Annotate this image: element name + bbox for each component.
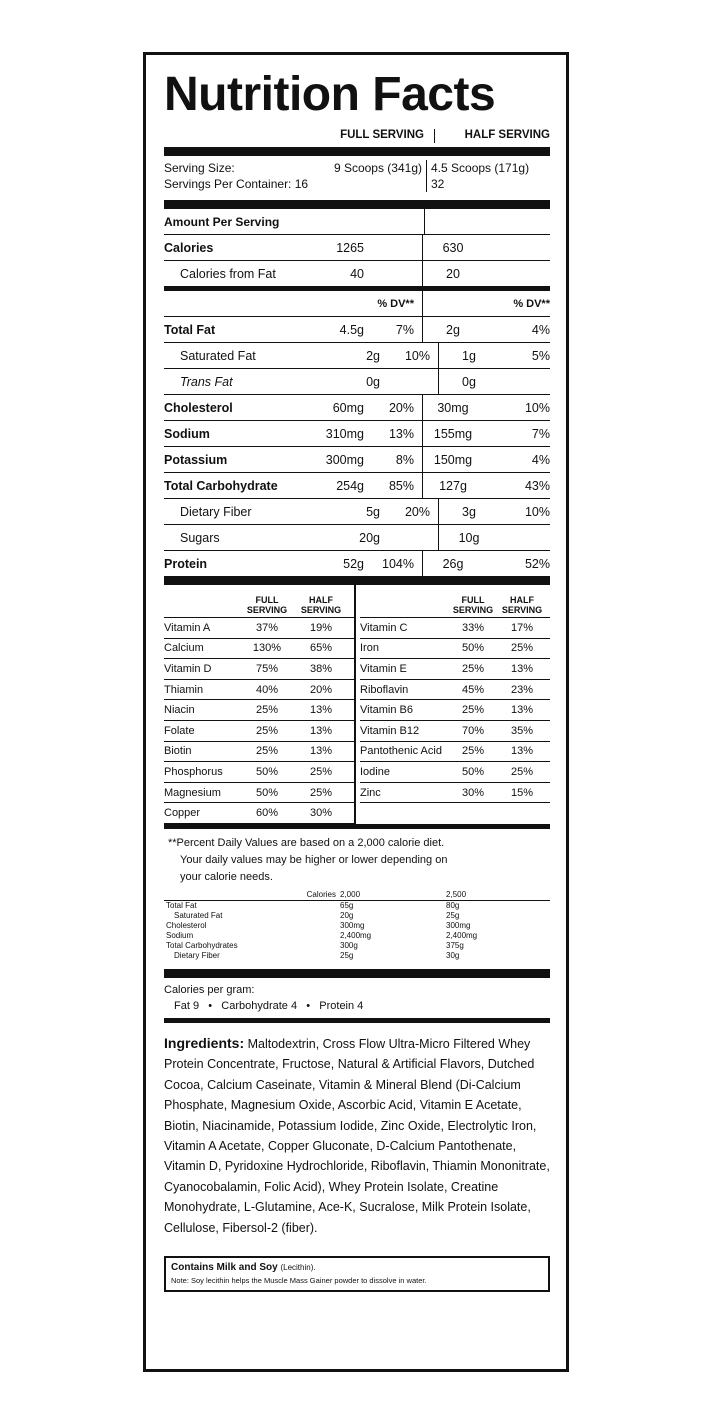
column-headers xyxy=(164,129,550,143)
nutrient-dv-full: 104% xyxy=(382,556,414,571)
allergen-sub: (Lecithin). xyxy=(280,1263,316,1272)
vitamin-half: 13% xyxy=(510,662,534,675)
vitamin-half: 25% xyxy=(510,642,534,655)
vit-head-half: HALF SERVING xyxy=(501,595,543,615)
vitamin-column-left xyxy=(164,585,354,824)
vitamin-full: 25% xyxy=(255,745,279,758)
dv-table-cell: 300mg xyxy=(340,920,365,930)
nutrient-amount-half: 26g xyxy=(422,551,483,576)
vitamin-row xyxy=(164,762,354,783)
nutrient-label: Sodium xyxy=(164,426,210,441)
nutrient-row xyxy=(164,447,550,473)
vitamin-name: Biotin xyxy=(164,745,192,758)
ingredients xyxy=(164,1033,550,1238)
divider-thick xyxy=(164,147,550,156)
nutrient-dv-full: 10% xyxy=(404,348,430,363)
vitamin-name: Vitamin A xyxy=(164,621,211,634)
vitamin-full: 25% xyxy=(255,704,279,717)
calories-fat-label: Calories from Fat xyxy=(180,266,276,281)
vitamin-half: 25% xyxy=(510,765,534,778)
nutrient-amount-full: 0g xyxy=(366,374,380,389)
dv-table-cell: 25g xyxy=(340,950,354,960)
nutrient-dv-full: 20% xyxy=(404,504,430,519)
nutrient-list xyxy=(164,317,550,576)
vitamin-full: 50% xyxy=(255,765,279,778)
cal-per-gram-values: Fat 9 • Carbohydrate 4 • Protein 4 xyxy=(174,999,364,1012)
dv-table-row xyxy=(164,921,550,931)
vitamin-half: 13% xyxy=(510,704,534,717)
vitamin-row xyxy=(164,618,354,639)
vitamin-half: 13% xyxy=(309,745,333,758)
dv-table-cell: Dietary Fiber xyxy=(174,950,220,960)
calories-half: 630 xyxy=(422,235,483,260)
vitamin-name: Riboflavin xyxy=(360,683,409,696)
nutrient-dv-full: 7% xyxy=(395,322,414,337)
vitamin-name: Vitamin B12 xyxy=(360,724,420,737)
dv-table-cell: Total Carbohydrates xyxy=(166,940,238,950)
footnote-line-1: **Percent Daily Values are based on a 2,000 calorie diet. xyxy=(168,836,445,849)
dv-table-row xyxy=(164,941,550,951)
vitamin-row xyxy=(164,639,354,660)
nutrient-amount-full: 254g xyxy=(336,478,364,493)
nutrient-amount-half: 3g xyxy=(438,499,499,524)
vitamin-row xyxy=(360,721,550,742)
vitamin-half: 25% xyxy=(309,786,333,799)
calories-label: Calories xyxy=(164,240,214,255)
nutrient-amount-half: 2g xyxy=(422,317,483,342)
serving-size-label: Serving Size: xyxy=(164,161,235,175)
calories-row xyxy=(164,235,550,261)
nutrient-dv-full: 20% xyxy=(388,400,414,415)
nutrient-amount-full: 52g xyxy=(343,556,364,571)
footnote-line-3: your calorie needs. xyxy=(180,870,273,883)
vitamin-row xyxy=(360,700,550,721)
servings-per-container-label: Servings Per Container: 16 xyxy=(164,177,309,191)
vitamin-name: Pantothenic Acid xyxy=(360,745,442,758)
vitamin-name: Calcium xyxy=(164,642,204,655)
allergen-note: Note: Soy lecithin helps the Muscle Mass Gainer powder to dissolve in water. xyxy=(171,1276,427,1285)
allergen-label: Contains Milk and Soy xyxy=(171,1262,278,1273)
vitamin-name: Phosphorus xyxy=(164,765,223,778)
nutrient-row xyxy=(164,343,550,369)
nutrient-dv-half: 43% xyxy=(524,478,550,493)
nutrient-label: Protein xyxy=(164,556,208,571)
nutrient-row xyxy=(164,395,550,421)
nutrient-dv-full: 85% xyxy=(388,478,414,493)
vitamin-half: 13% xyxy=(309,704,333,717)
vitamin-row xyxy=(360,618,550,639)
vitamin-column-right xyxy=(354,585,550,824)
nutrient-amount-full: 4.5g xyxy=(339,322,364,337)
vitamin-name: Iodine xyxy=(360,765,390,778)
vitamin-row xyxy=(164,742,354,763)
nutrient-amount-half: 10g xyxy=(438,525,499,550)
nutrition-label xyxy=(143,52,569,1372)
dv-table-cell: 30g xyxy=(446,950,460,960)
dv-table-row xyxy=(164,931,550,941)
calories-fat-row xyxy=(164,261,550,286)
vitamin-name: Folate xyxy=(164,724,195,737)
vitamin-name: Zinc xyxy=(360,786,381,799)
dv-table-cell: 20g xyxy=(340,910,354,920)
dv-table-head-cell: Calories xyxy=(164,890,338,901)
nutrient-label: Dietary Fiber xyxy=(180,504,252,519)
dv-table-row xyxy=(164,951,550,961)
vitamin-full: 130% xyxy=(252,642,282,655)
vitamin-name: Vitamin B6 xyxy=(360,704,413,717)
dv-table-cell: 2,400mg xyxy=(340,930,372,940)
full-serving-header: FULL SERVING xyxy=(340,129,424,141)
amount-per-serving: Amount Per Serving xyxy=(164,214,280,229)
vit-head-full: FULL SERVING xyxy=(452,595,494,615)
vitamin-half: 20% xyxy=(309,683,333,696)
vitamin-name: Vitamin D xyxy=(164,662,212,675)
nutrient-row xyxy=(164,499,550,525)
vitamin-half: 65% xyxy=(309,642,333,655)
amount-per-serving-row xyxy=(164,209,550,235)
dv-table-cell: 65g xyxy=(340,900,354,910)
vitamin-full: 50% xyxy=(255,786,279,799)
nutrient-amount-full: 300mg xyxy=(325,452,364,467)
cal-per-gram-label: Calories per gram: xyxy=(164,983,255,996)
half-serving-header: HALF SERVING xyxy=(464,129,550,141)
nutrient-amount-full: 310mg xyxy=(325,426,364,441)
vitamin-half: 17% xyxy=(510,621,534,634)
nutrient-row xyxy=(164,473,550,499)
allergen-box xyxy=(164,1256,550,1292)
nutrient-amount-full: 2g xyxy=(366,348,380,363)
nutrient-amount-full: 60mg xyxy=(332,400,364,415)
vitamin-full: 70% xyxy=(461,724,485,737)
vitamin-full: 75% xyxy=(255,662,279,675)
vitamin-full: 50% xyxy=(461,642,485,655)
dv-table-cell: Sodium xyxy=(166,930,194,940)
vitamin-half: 23% xyxy=(510,683,534,696)
vitamin-full: 25% xyxy=(255,724,279,737)
dv-header-full: % DV** xyxy=(377,297,414,310)
dv-table-row xyxy=(164,911,550,921)
dv-table-cell: Saturated Fat xyxy=(174,910,223,920)
vitamin-half: 13% xyxy=(309,724,333,737)
nutrient-dv-half: 52% xyxy=(524,556,550,571)
vitamin-full: 60% xyxy=(255,807,279,820)
vitamin-full: 37% xyxy=(255,621,279,634)
vitamin-name: Vitamin C xyxy=(360,621,408,634)
nutrient-row xyxy=(164,317,550,343)
vitamin-full: 45% xyxy=(461,683,485,696)
vitamin-half: 19% xyxy=(309,621,333,634)
vitamin-header-left xyxy=(164,585,354,618)
calories-full: 1265 xyxy=(336,240,364,255)
spacer xyxy=(422,291,483,316)
nutrient-amount-half: 0g xyxy=(438,369,499,394)
vitamin-name: Copper xyxy=(164,807,201,820)
dv-footnote xyxy=(164,835,550,886)
nutrient-dv-half: 5% xyxy=(531,348,550,363)
divider-medium xyxy=(164,1018,550,1023)
nutrient-row xyxy=(164,421,550,447)
footnote-line-2: Your daily values may be higher or lower depending on xyxy=(180,853,448,866)
vitamin-row xyxy=(360,639,550,660)
vitamin-full: 25% xyxy=(461,745,485,758)
nutrient-dv-full: 13% xyxy=(388,426,414,441)
vitamin-half: 25% xyxy=(309,765,333,778)
label-title: Nutrition Facts xyxy=(164,68,496,121)
ingredients-label: Ingredients: xyxy=(164,1034,245,1051)
calories-per-gram xyxy=(164,982,550,1014)
nutrient-dv-half: 4% xyxy=(531,452,550,467)
serving-info xyxy=(164,156,550,196)
dv-table-header xyxy=(164,890,550,901)
dv-table-cell: Cholesterol xyxy=(166,920,207,930)
nutrient-label: Saturated Fat xyxy=(180,348,256,363)
vitamin-half: 38% xyxy=(309,662,333,675)
vitamin-header-right xyxy=(360,585,550,618)
nutrient-amount-half: 30mg xyxy=(422,395,483,420)
dv-table-row xyxy=(164,900,550,911)
vitamin-name: Vitamin E xyxy=(360,662,407,675)
dv-table-cell: Total Fat xyxy=(166,900,197,910)
vitamin-half: 30% xyxy=(309,807,333,820)
nutrient-amount-full: 5g xyxy=(366,504,380,519)
vitamin-full: 40% xyxy=(255,683,279,696)
divider-thick xyxy=(164,969,550,978)
vitamin-row xyxy=(164,700,354,721)
vitamin-row xyxy=(360,742,550,763)
nutrient-dv-full: 8% xyxy=(395,452,414,467)
servings-per-container-half: 32 xyxy=(431,177,445,191)
nutrient-amount-half: 1g xyxy=(438,343,499,368)
vitamin-full: 50% xyxy=(461,765,485,778)
nutrient-amount-full: 20g xyxy=(359,530,380,545)
nutrient-dv-half: 10% xyxy=(524,400,550,415)
nutrient-label: Total Carbohydrate xyxy=(164,478,278,493)
vitamin-name: Thiamin xyxy=(164,683,204,696)
vit-head-half: HALF SERVING xyxy=(300,595,342,615)
vitamin-name: Iron xyxy=(360,642,379,655)
nutrient-row xyxy=(164,551,550,576)
dv-table-cell: 80g xyxy=(446,900,460,910)
column-rule xyxy=(424,209,485,234)
vitamin-table xyxy=(164,585,550,824)
nutrient-row xyxy=(164,525,550,551)
nutrient-amount-half: 127g xyxy=(422,473,483,498)
vitamin-half: 35% xyxy=(510,724,534,737)
nutrient-label: Sugars xyxy=(180,530,220,545)
nutrient-dv-half: 10% xyxy=(524,504,550,519)
vitamin-half: 13% xyxy=(510,745,534,758)
calories-fat-full: 40 xyxy=(350,266,364,281)
vitamin-row xyxy=(164,783,354,804)
serving-size-full: 9 Scoops (341g) xyxy=(333,161,422,175)
nutrient-dv-half: 7% xyxy=(531,426,550,441)
vitamin-row xyxy=(164,680,354,701)
serving-size-half: 4.5 Scoops (171g) xyxy=(431,161,530,175)
nutrient-label: Total Fat xyxy=(164,322,216,337)
nutrient-dv-half: 4% xyxy=(531,322,550,337)
vitamin-half: 15% xyxy=(510,786,534,799)
vitamin-full: 25% xyxy=(461,704,485,717)
divider-thick xyxy=(164,200,550,209)
vitamin-row xyxy=(164,659,354,680)
nutrient-label: Cholesterol xyxy=(164,400,233,415)
daily-value-table xyxy=(164,890,550,961)
vitamin-row xyxy=(360,783,550,804)
dv-table-head-cell: 2,500 xyxy=(444,890,550,901)
nutrient-label: Trans Fat xyxy=(180,374,233,389)
vitamin-row xyxy=(360,659,550,680)
calories-fat-half: 20 xyxy=(422,261,483,286)
vitamin-full: 25% xyxy=(461,662,485,675)
vit-head-full: FULL SERVING xyxy=(246,595,288,615)
vitamin-full: 30% xyxy=(461,786,485,799)
dv-header-row xyxy=(164,291,550,317)
nutrient-amount-half: 150mg xyxy=(422,447,483,472)
vitamin-row xyxy=(360,762,550,783)
dv-table-cell: 25g xyxy=(446,910,460,920)
vitamin-name: Magnesium xyxy=(164,786,221,799)
nutrient-label: Potassium xyxy=(164,452,228,467)
dv-table-cell: 300g xyxy=(340,940,358,950)
dv-table-cell: 300mg xyxy=(446,920,471,930)
vitamin-name: Niacin xyxy=(164,704,195,717)
vitamin-row xyxy=(164,721,354,742)
divider-thick xyxy=(164,576,550,585)
dv-table-cell: 2,400mg xyxy=(446,930,478,940)
vitamin-row xyxy=(360,680,550,701)
dv-table-head-cell: 2,000 xyxy=(338,890,444,901)
nutrient-amount-half: 155mg xyxy=(422,421,483,446)
vitamin-row xyxy=(164,803,354,824)
ingredients-text: Maltodextrin, Cross Flow Ultra-Micro Filtered Whey Protein Concentrate, Fructose, Natural & Artificial Flavors, Dutched Cocoa, Calcium Caseinate, Vitamin & Mineral Blend (Di-Calcium Phosphate, Magnesium Oxide, Ascorbic Acid, Vitamin E Acetate, Biotin, Niacinamide, Potassium Iodide, Zinc Oxide, Electrolytic Iron, Vitamin A Acetate, Copper Gluconate, D-Calcium Pantothenate, Vitamin D, Pyridoxine Hydrochloride, Riboflavin, Thiamin Mononitrate, Cyanocobalamin, Folic Acid), Whey Protein Isolate, Creatine Monohydrate, L-Glutamine, Ace-K, Sucralose, Milk Protein Isolate, Cellulose, Fibersol-2 (fiber). xyxy=(164,1036,550,1235)
dv-header-half: % DV** xyxy=(513,297,550,310)
divider-medium xyxy=(164,824,550,829)
vitamin-full: 33% xyxy=(461,621,485,634)
dv-table-cell: 375g xyxy=(446,940,464,950)
nutrient-row xyxy=(164,369,550,395)
